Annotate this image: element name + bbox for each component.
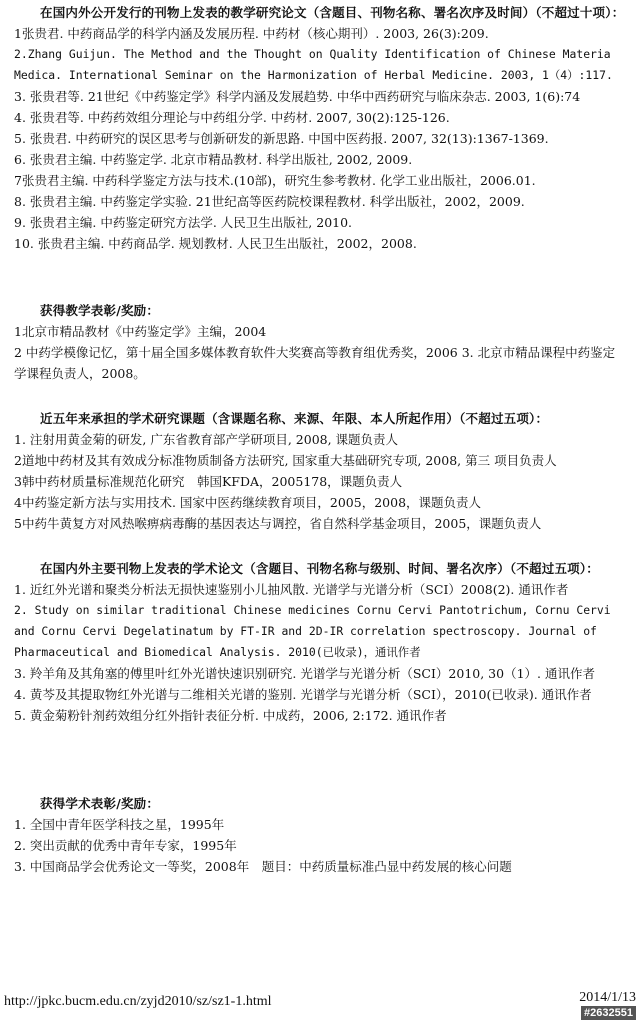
list-item: 2. 突出贡献的优秀中青年专家，1995年 bbox=[14, 838, 237, 853]
academic-papers-section bbox=[14, 558, 626, 726]
academic-awards-section bbox=[14, 793, 626, 877]
list-item: 1北京市精品教材《中药鉴定学》主编，2004 bbox=[14, 324, 267, 339]
list-item: 8. 张贵君主编. 中药鉴定学实验. 21世纪高等医药院校课程教材. 科学出版社，2002，2009. bbox=[14, 194, 525, 209]
section-heading: 获得教学表彰/奖励： bbox=[40, 303, 160, 318]
footer-url-link[interactable]: http://jpkc.bucm.edu.cn/zyjd2010/sz/sz1-1.html bbox=[4, 994, 272, 1009]
list-item: 5. 黄金菊粉针剂药效组分红外指针表征分析. 中成药，2006, 2:172. 通讯作者 bbox=[14, 708, 447, 723]
list-item: 6. 张贵君主编. 中药鉴定学. 北京市精品教材. 科学出版社, 2002, 2009. bbox=[14, 152, 413, 167]
list-item: 4中药鉴定新方法与实用技术. 国家中医药继续教育项目，2005，2008，课题负责人 bbox=[14, 495, 482, 510]
section-heading: 近五年来承担的学术研究课题（含课题名称、来源、年限、本人所起作用）（不超过五项）： bbox=[40, 411, 549, 426]
list-item: 2.Zhang Guijun. The Method and the Thought on Quality Identification of Chinese Materia Medica. International Seminar on the Harmonization of Herbal Medicine. 2003, 1（4）:117. bbox=[14, 47, 613, 82]
list-item: 3. 羚羊角及其角塞的傅里叶红外光谱快速识别研究. 光谱学与光谱分析（SCI）2010, 30（1）. 通讯作者 bbox=[14, 666, 595, 681]
list-item: 1. 全国中青年医学科技之星，1995年 bbox=[14, 817, 225, 832]
teaching-awards-section bbox=[14, 300, 626, 384]
section-heading: 在国内外主要刊物上发表的学术论文（含题目、刊物名称与级别、时间、署名次序）（不超过五项）： bbox=[40, 561, 600, 576]
list-item: 9. 张贵君主编. 中药鉴定研究方法学. 人民卫生出版社, 2010. bbox=[14, 215, 353, 230]
list-item: 3韩中药材质量标准规范化研究 韩国KFDA，2005178，课题负责人 bbox=[14, 474, 403, 489]
watermark-id: #2632551 bbox=[581, 1006, 636, 1020]
list-item: 4. 黄芩及其提取物红外光谱与二维相关光谱的鉴别. 光谱学与光谱分析（SCI），2010(已收录). 通讯作者 bbox=[14, 687, 592, 702]
list-item: 2 中药学模像记忆，第十届全国多媒体教育软件大奖赛高等教育组优秀奖，2006 3. 北京市精品课程中药鉴定学课程负责人，2008。 bbox=[14, 345, 616, 381]
list-item: 1. 注射用黄金菊的研发, 广东省教育部产学研项目, 2008, 课题负责人 bbox=[14, 432, 399, 447]
list-item: 4. 张贵君等. 中药药效组分理论与中药组分学. 中药材. 2007, 30(2):125-126. bbox=[14, 110, 450, 125]
list-item: 3. 张贵君等. 21世纪《中药鉴定学》科学内涵及发展趋势. 中华中西药研究与临床杂志. 2003, 1(6):74 bbox=[14, 89, 581, 104]
research-projects-section bbox=[14, 408, 626, 534]
teaching-papers-section bbox=[14, 2, 626, 254]
list-item: 2. Study on similar traditional Chinese medicines Cornu Cervi Pantotrichum, Cornu Cervi and Cornu Cervi Degelatinatum by FT-IR and 2D-IR correlation spectroscopy. Journal of Pharmaceutical and Biomedical Analysis. 2010(已收录)，通讯作者 bbox=[14, 603, 611, 659]
list-item: 2道地中药材及其有效成分标准物质制备方法研究, 国家重大基础研究专项, 2008, 第三 项目负责人 bbox=[14, 453, 557, 468]
list-item: 3. 中国商品学会优秀论文一等奖，2008年 题目：中药质量标准凸显中药发展的核心问题 bbox=[14, 859, 512, 874]
section-heading: 获得学术表彰/奖励： bbox=[40, 796, 160, 811]
list-item: 10. 张贵君主编. 中药商品学. 规划教材. 人民卫生出版社，2002，2008. bbox=[14, 236, 417, 251]
list-item: 5中药牛黄复方对风热喉痹病毒酶的基因表达与调控，省自然科学基金项目，2005，课题负责人 bbox=[14, 516, 542, 531]
list-item: 1张贵君. 中药商品学的科学内涵及发展历程. 中药材（核心期刊）. 2003, 26(3):209. bbox=[14, 26, 489, 41]
list-item: 7张贵君主编. 中药科学鉴定方法与技术.(10部)，研究生参考教材. 化学工业出版社，2006.01. bbox=[14, 173, 536, 188]
footer-date: 2014/1/13 bbox=[579, 990, 636, 1005]
list-item: 1. 近红外光谱和聚类分析法无损快速鉴别小儿抽风散. 光谱学与光谱分析（SCI）2008(2). 通讯作者 bbox=[14, 582, 569, 597]
list-item: 5. 张贵君. 中药研究的误区思考与创新研发的新思路. 中国中医药报. 2007, 32(13):1367-1369. bbox=[14, 131, 549, 146]
section-heading: 在国内外公开发行的刊物上发表的教学研究论文（含题目、刊物名称、署名次序及时间）（不超过十项）： bbox=[40, 5, 625, 20]
